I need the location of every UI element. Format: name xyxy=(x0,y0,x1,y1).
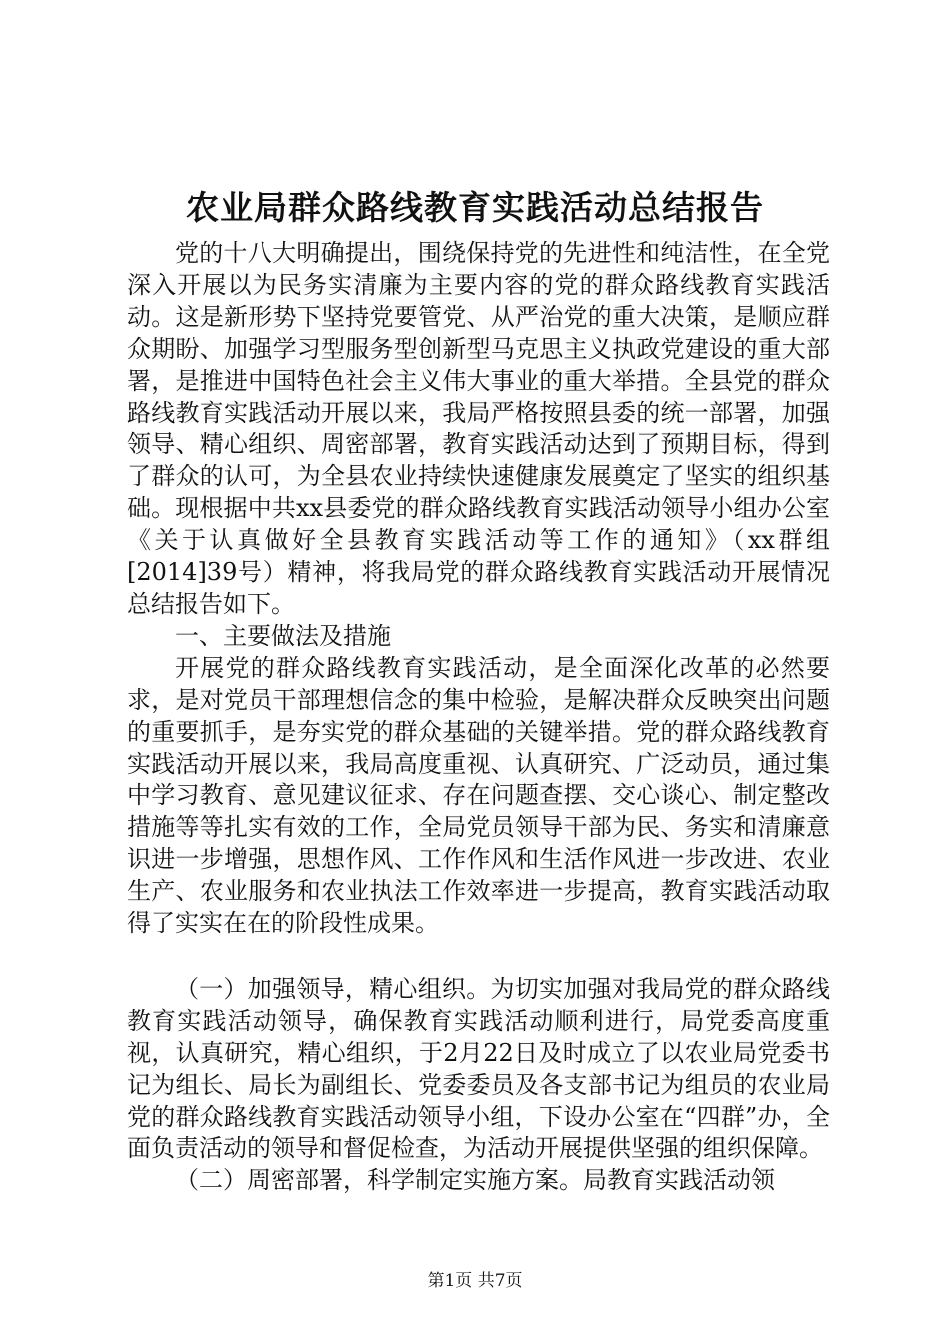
document-body xyxy=(127,238,830,1197)
page-number-footer: 第1页 共7页 xyxy=(427,1271,523,1291)
paragraph-leadership: （一）加强领导，精心组织。为切实加强对我局党的群众路线教育实践活动领导，确保教育实践活动顺利进行，局党委高度重视，认真研究，精心组织，于2月22日及时成立了以农业局党委书记为组长、局长为副组长、党委委员及各支部书记为组员的农业局党的群众路线教育实践活动领导小组，下设办公室在“四群”办，全面负责活动的领导和督促检查，为活动开展提供坚强的组织保障。 xyxy=(127,974,830,1163)
paragraph-gap xyxy=(127,940,830,974)
paragraph-main-measures: 开展党的群众路线教育实践活动，是全面深化改革的必然要求，是对党员干部理想信念的集中检验，是解决群众反映突出问题的重要抓手，是夯实党的群众基础的关键举措。党的群众路线教育实践活动开展以来，我局高度重视、认真研究、广泛动员，通过集中学习教育、意见建议征求、存在问题查摆、交心谈心、制定整改措施等等扎实有效的工作，全局党员领导干部为民、务实和清廉意识进一步增强，思想作风、工作作风和生活作风进一步改进、农业生产、农业服务和农业执法工作效率进一步提高，教育实践活动取得了实实在在的阶段性成果。 xyxy=(127,653,830,938)
document-title: 农业局群众路线教育实践活动总结报告 xyxy=(186,188,764,227)
section-heading: 一、主要做法及措施 xyxy=(175,621,391,650)
paragraph-deployment: （二）周密部署，科学制定实施方案。局教育实践活动领 xyxy=(175,1166,775,1195)
paragraph-intro: 党的十八大明确提出，围绕保持党的先进性和纯洁性，在全党深入开展以为民务实清廉为主要内容的党的群众路线教育实践活动。这是新形势下坚持党要管党、从严治党的重大决策，是顺应群众期盼、加强学习型服务型创新型马克思主义执政党建设的重大部署，是推进中国特色社会主义伟大事业的重大举措。全县党的群众路线教育实践活动开展以来，我局严格按照县委的统一部署，加强领导、精心组织、周密部署，教育实践活动达到了预期目标，得到了群众的认可，为全县农业持续快速健康发展奠定了坚实的组织基础。现根据中共xx县委党的群众路线教育实践活动领导小组办公室《关于认真做好全县教育实践活动等工作的通知》（xx群组[2014]39号）精神，将我局党的群众路线教育实践活动开展情况总结报告如下。 xyxy=(127,239,830,618)
